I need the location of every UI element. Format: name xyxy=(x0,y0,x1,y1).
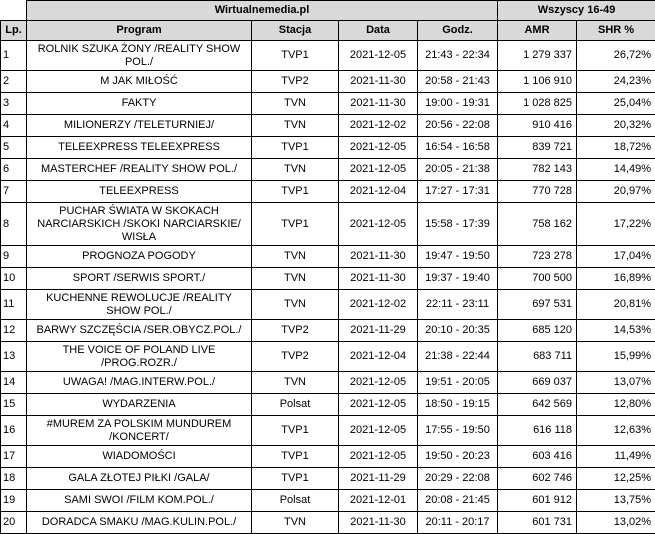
cell-program: PROGNOZA POGODY xyxy=(27,246,252,268)
cell-shr: 16,89% xyxy=(577,268,655,290)
cell-lp: 19 xyxy=(1,490,27,512)
cell-data: 2021-12-04 xyxy=(339,342,418,372)
cell-stacja: TVP2 xyxy=(252,342,339,372)
cell-data: 2021-11-30 xyxy=(339,268,418,290)
cell-shr: 17,04% xyxy=(577,246,655,268)
cell-program: GALA ZŁOTEJ PIŁKI /GALA/ xyxy=(27,468,252,490)
cell-amr: 1 028 825 xyxy=(498,93,577,115)
cell-program: BARWY SZCZĘŚCIA /SER.OBYCZ.POL./ xyxy=(27,320,252,342)
cell-data: 2021-12-05 xyxy=(339,41,418,71)
table-row xyxy=(1,416,655,446)
cell-program: MASTERCHEF /REALITY SHOW POL./ xyxy=(27,159,252,181)
cell-stacja: TVN xyxy=(252,93,339,115)
cell-lp: 16 xyxy=(1,416,27,446)
cell-program: MILIONERZY /TELETURNIEJ/ xyxy=(27,115,252,137)
cell-stacja: TVP2 xyxy=(252,320,339,342)
table-row xyxy=(1,115,655,137)
table-row xyxy=(1,320,655,342)
cell-program: M JAK MIŁOŚĆ xyxy=(27,71,252,93)
cell-amr: 1 106 910 xyxy=(498,71,577,93)
cell-amr: 601 731 xyxy=(498,512,577,534)
column-header-row xyxy=(1,21,655,41)
cell-godz: 20:11 - 20:17 xyxy=(418,512,498,534)
cell-stacja: TVN xyxy=(252,159,339,181)
cell-shr: 26,72% xyxy=(577,41,655,71)
cell-shr: 17,22% xyxy=(577,203,655,246)
cell-data: 2021-12-05 xyxy=(339,416,418,446)
cell-amr: 782 143 xyxy=(498,159,577,181)
cell-shr: 15,99% xyxy=(577,342,655,372)
cell-lp: 10 xyxy=(1,268,27,290)
cell-data: 2021-11-30 xyxy=(339,93,418,115)
cell-lp: 3 xyxy=(1,93,27,115)
cell-godz: 19:47 - 19:50 xyxy=(418,246,498,268)
cell-amr: 669 037 xyxy=(498,372,577,394)
table-row xyxy=(1,394,655,416)
cell-stacja: Polsat xyxy=(252,490,339,512)
cell-lp: 2 xyxy=(1,71,27,93)
cell-shr: 24,23% xyxy=(577,71,655,93)
cell-godz: 21:38 - 22:44 xyxy=(418,342,498,372)
cell-lp: 14 xyxy=(1,372,27,394)
table-row xyxy=(1,468,655,490)
cell-amr: 758 162 xyxy=(498,203,577,246)
cell-lp: 4 xyxy=(1,115,27,137)
column-header-godz: Godz. xyxy=(418,21,498,41)
cell-shr: 18,72% xyxy=(577,137,655,159)
cell-godz: 18:50 - 19:15 xyxy=(418,394,498,416)
cell-stacja: TVP1 xyxy=(252,203,339,246)
cell-godz: 17:27 - 17:31 xyxy=(418,181,498,203)
top-header-row xyxy=(1,1,655,21)
cell-shr: 20,81% xyxy=(577,290,655,320)
cell-lp: 7 xyxy=(1,181,27,203)
cell-shr: 20,97% xyxy=(577,181,655,203)
table-row xyxy=(1,41,655,71)
cell-program: #MUREM ZA POLSKIM MUNDUREM /KONCERT/ xyxy=(27,416,252,446)
table-row xyxy=(1,446,655,468)
cell-godz: 16:54 - 16:58 xyxy=(418,137,498,159)
cell-godz: 19:00 - 19:31 xyxy=(418,93,498,115)
table-row xyxy=(1,159,655,181)
cell-godz: 21:43 - 22:34 xyxy=(418,41,498,71)
cell-program: DORADCA SMAKU /MAG.KULIN.POL./ xyxy=(27,512,252,534)
cell-amr: 616 118 xyxy=(498,416,577,446)
cell-program: KUCHENNE REWOLUCJE /REALITY SHOW POL./ xyxy=(27,290,252,320)
cell-godz: 20:58 - 21:43 xyxy=(418,71,498,93)
cell-shr: 25,04% xyxy=(577,93,655,115)
column-header-data: Data xyxy=(339,21,418,41)
table-row xyxy=(1,137,655,159)
table-row xyxy=(1,372,655,394)
cell-amr: 723 278 xyxy=(498,246,577,268)
cell-data: 2021-12-02 xyxy=(339,290,418,320)
cell-stacja: TVN xyxy=(252,290,339,320)
cell-shr: 13,75% xyxy=(577,490,655,512)
cell-stacja: TVN xyxy=(252,115,339,137)
cell-amr: 700 500 xyxy=(498,268,577,290)
cell-amr: 642 569 xyxy=(498,394,577,416)
cell-data: 2021-11-30 xyxy=(339,246,418,268)
cell-shr: 13,02% xyxy=(577,512,655,534)
cell-stacja: Polsat xyxy=(252,394,339,416)
cell-godz: 20:05 - 21:38 xyxy=(418,159,498,181)
column-header-shr: SHR % xyxy=(577,21,655,41)
column-header-stacja: Stacja xyxy=(252,21,339,41)
cell-stacja: TVN xyxy=(252,246,339,268)
cell-godz: 20:29 - 22:08 xyxy=(418,468,498,490)
cell-program: TELEEXPRESS TELEEXPRESS xyxy=(27,137,252,159)
cell-stacja: TVP1 xyxy=(252,416,339,446)
cell-stacja: TVN xyxy=(252,268,339,290)
cell-data: 2021-12-05 xyxy=(339,372,418,394)
column-header-amr: AMR xyxy=(498,21,577,41)
cell-lp: 15 xyxy=(1,394,27,416)
table-row xyxy=(1,71,655,93)
audience-header: Wszyscy 16-49 xyxy=(498,1,655,21)
cell-data: 2021-11-30 xyxy=(339,512,418,534)
cell-lp: 8 xyxy=(1,203,27,246)
cell-lp: 9 xyxy=(1,246,27,268)
cell-lp: 18 xyxy=(1,468,27,490)
column-header-lp: Lp. xyxy=(1,21,27,41)
cell-amr: 602 746 xyxy=(498,468,577,490)
cell-shr: 12,25% xyxy=(577,468,655,490)
cell-data: 2021-12-05 xyxy=(339,203,418,246)
cell-lp: 1 xyxy=(1,41,27,71)
cell-shr: 14,49% xyxy=(577,159,655,181)
cell-godz: 20:08 - 21:45 xyxy=(418,490,498,512)
cell-stacja: TVP1 xyxy=(252,468,339,490)
table-row xyxy=(1,342,655,372)
cell-godz: 22:11 - 23:11 xyxy=(418,290,498,320)
cell-lp: 13 xyxy=(1,342,27,372)
cell-amr: 1 279 337 xyxy=(498,41,577,71)
cell-data: 2021-12-05 xyxy=(339,394,418,416)
cell-stacja: TVP1 xyxy=(252,181,339,203)
cell-godz: 20:56 - 22:08 xyxy=(418,115,498,137)
table-row xyxy=(1,93,655,115)
cell-godz: 15:58 - 17:39 xyxy=(418,203,498,246)
cell-program: ROLNIK SZUKA ŻONY /REALITY SHOW POL./ xyxy=(27,41,252,71)
cell-data: 2021-11-29 xyxy=(339,320,418,342)
cell-shr: 12,63% xyxy=(577,416,655,446)
cell-stacja: TVP1 xyxy=(252,137,339,159)
cell-program: SPORT /SERWIS SPORT./ xyxy=(27,268,252,290)
site-header: Wirtualnemedia.pl xyxy=(27,1,498,21)
cell-godz: 19:51 - 20:05 xyxy=(418,372,498,394)
cell-lp: 12 xyxy=(1,320,27,342)
table-row xyxy=(1,203,655,246)
cell-lp: 20 xyxy=(1,512,27,534)
cell-program: THE VOICE OF POLAND LIVE /PROG.ROZR./ xyxy=(27,342,252,372)
cell-shr: 20,32% xyxy=(577,115,655,137)
cell-stacja: TVN xyxy=(252,372,339,394)
cell-data: 2021-11-30 xyxy=(339,71,418,93)
cell-program: FAKTY xyxy=(27,93,252,115)
cell-program: SAMI SWOI /FILM KOM.POL./ xyxy=(27,490,252,512)
table-body xyxy=(1,41,655,534)
cell-stacja: TVP1 xyxy=(252,41,339,71)
cell-program: WIADOMOŚCI xyxy=(27,446,252,468)
cell-data: 2021-12-04 xyxy=(339,181,418,203)
table-row xyxy=(1,290,655,320)
cell-lp: 11 xyxy=(1,290,27,320)
cell-godz: 17:55 - 19:50 xyxy=(418,416,498,446)
table-row xyxy=(1,181,655,203)
corner-cell xyxy=(1,1,27,21)
cell-godz: 19:37 - 19:40 xyxy=(418,268,498,290)
cell-godz: 19:50 - 20:23 xyxy=(418,446,498,468)
cell-shr: 12,80% xyxy=(577,394,655,416)
table-row xyxy=(1,490,655,512)
cell-amr: 697 531 xyxy=(498,290,577,320)
cell-stacja: TVP2 xyxy=(252,71,339,93)
column-header-program: Program xyxy=(27,21,252,41)
table-row xyxy=(1,246,655,268)
cell-stacja: TVP1 xyxy=(252,446,339,468)
cell-lp: 5 xyxy=(1,137,27,159)
cell-data: 2021-12-05 xyxy=(339,159,418,181)
table-row xyxy=(1,512,655,534)
cell-amr: 770 728 xyxy=(498,181,577,203)
cell-lp: 6 xyxy=(1,159,27,181)
cell-amr: 685 120 xyxy=(498,320,577,342)
cell-data: 2021-11-29 xyxy=(339,468,418,490)
cell-amr: 603 416 xyxy=(498,446,577,468)
cell-program: UWAGA! /MAG.INTERW.POL./ xyxy=(27,372,252,394)
cell-data: 2021-12-01 xyxy=(339,490,418,512)
cell-program: WYDARZENIA xyxy=(27,394,252,416)
cell-shr: 11,49% xyxy=(577,446,655,468)
cell-lp: 17 xyxy=(1,446,27,468)
cell-amr: 910 416 xyxy=(498,115,577,137)
cell-program: TELEEXPRESS xyxy=(27,181,252,203)
cell-program: PUCHAR ŚWIATA W SKOKACH NARCIARSKICH /SKOKI NARCIARSKIE/ WISŁA xyxy=(27,203,252,246)
cell-shr: 14,53% xyxy=(577,320,655,342)
table-row xyxy=(1,268,655,290)
cell-amr: 601 912 xyxy=(498,490,577,512)
cell-shr: 13,07% xyxy=(577,372,655,394)
cell-data: 2021-12-05 xyxy=(339,446,418,468)
cell-stacja: TVN xyxy=(252,512,339,534)
cell-data: 2021-12-02 xyxy=(339,115,418,137)
cell-godz: 20:10 - 20:35 xyxy=(418,320,498,342)
cell-amr: 839 721 xyxy=(498,137,577,159)
cell-amr: 683 711 xyxy=(498,342,577,372)
cell-data: 2021-12-05 xyxy=(339,137,418,159)
